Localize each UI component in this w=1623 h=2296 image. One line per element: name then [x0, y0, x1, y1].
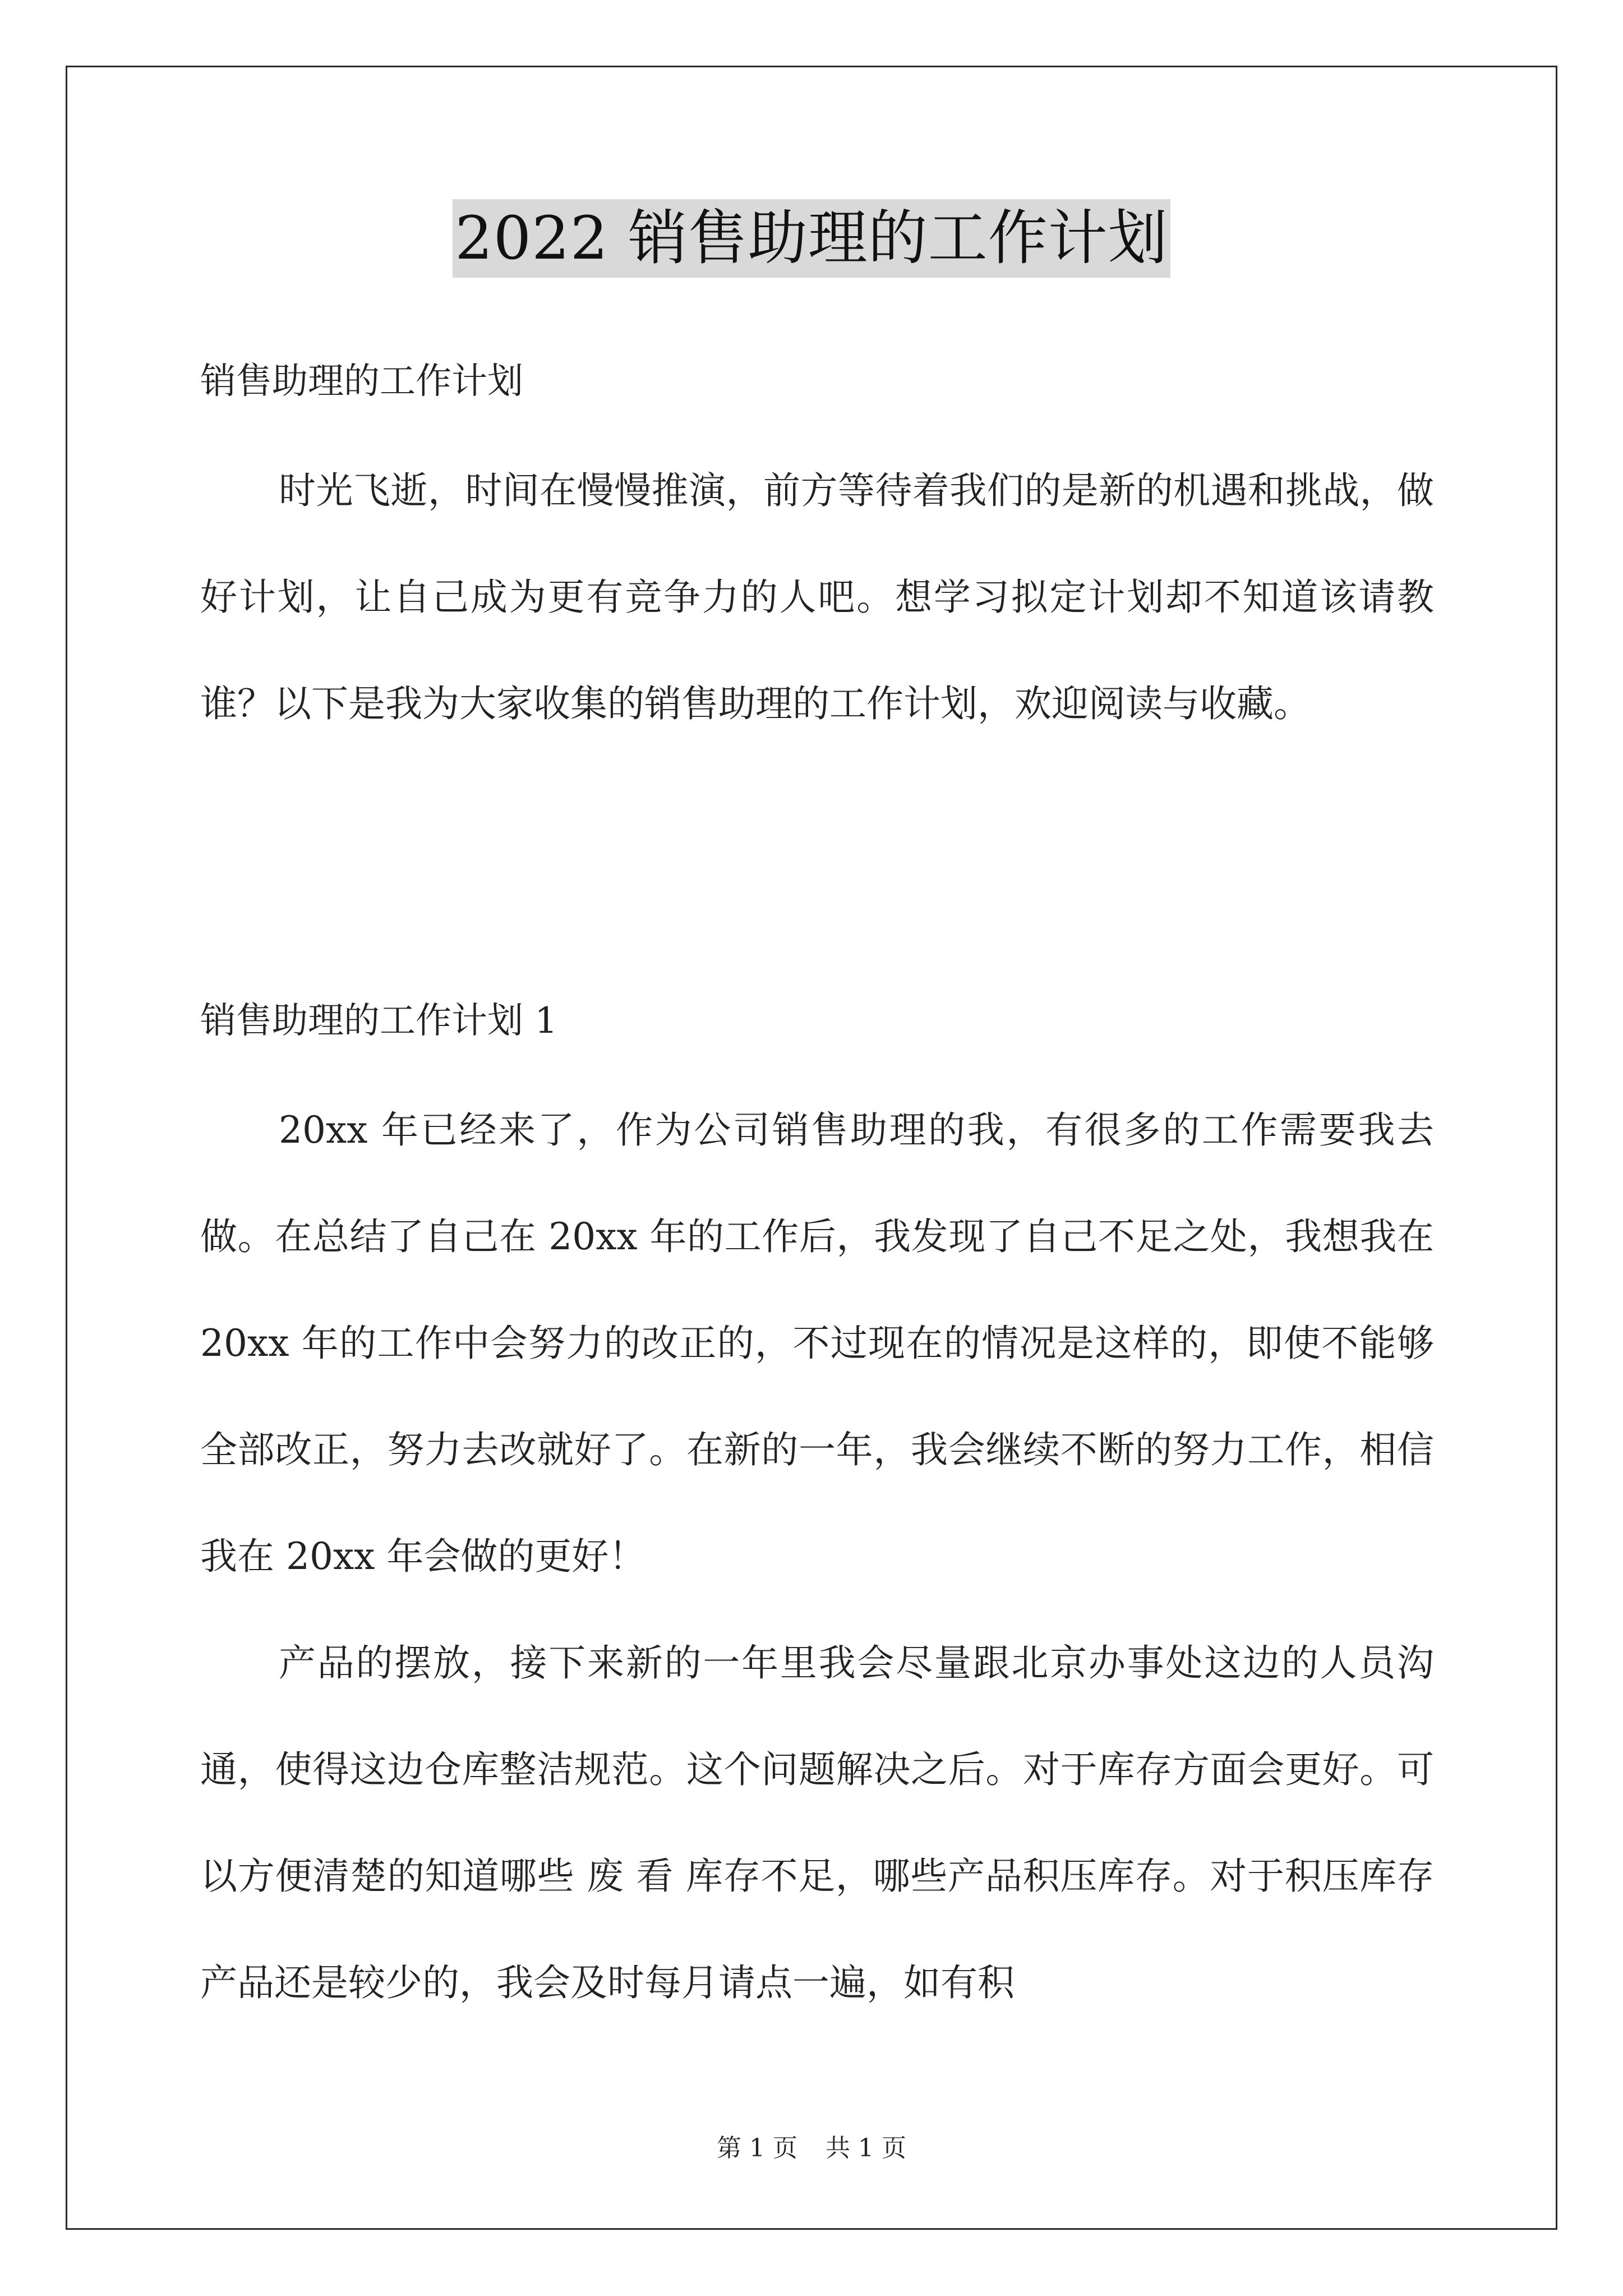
page-footer [0, 2132, 1623, 2165]
document-title: 2022 销售助理的工作计划 [453, 199, 1170, 278]
plan-1-paragraph-2: 产品的摆放，接下来新的一年里我会尽量跟北京办事处这边的人员沟通，使得这边仓库整洁规范。这个问题解决之后。对于库存方面会更好。可以方便清楚的知道哪些 废 看 库存不足，哪些产品积压库存。对于积压库存产品还是较少的，我会及时每月请点一遍，如有积 [200, 1641, 1434, 2004]
intro-paragraph: 时光飞逝，时间在慢慢推演，前方等待着我们的是新的机遇和挑战，做好计划，让自己成为更有竞争力的人吧。想学习拟定计划却不知道该请教谁？以下是我为大家收集的销售助理的工作计划，欢迎阅读与收藏。 [200, 469, 1434, 725]
plan-1-heading: 销售助理的工作计划 1 [200, 1000, 558, 1042]
page-number: 第 1 页 [717, 2134, 797, 2162]
title-container [0, 199, 1623, 278]
plan-1-paragraph-1: 20xx 年已经来了，作为公司销售助理的我，有很多的工作需要我去做。在总结了自己在 20xx 年的工作后，我发现了自己不足之处，我想我在 20xx 年的工作中会努力的改正的，不过现在的情况是这样的，即使不能够全部改正，努力去改就好了。在新的一年，我会继续不断的努力工作，相信我在 20xx 年会做的更好！ [200, 1108, 1434, 1578]
intro-heading: 销售助理的工作计划 [200, 361, 523, 402]
page-total: 共 1 页 [826, 2134, 906, 2162]
